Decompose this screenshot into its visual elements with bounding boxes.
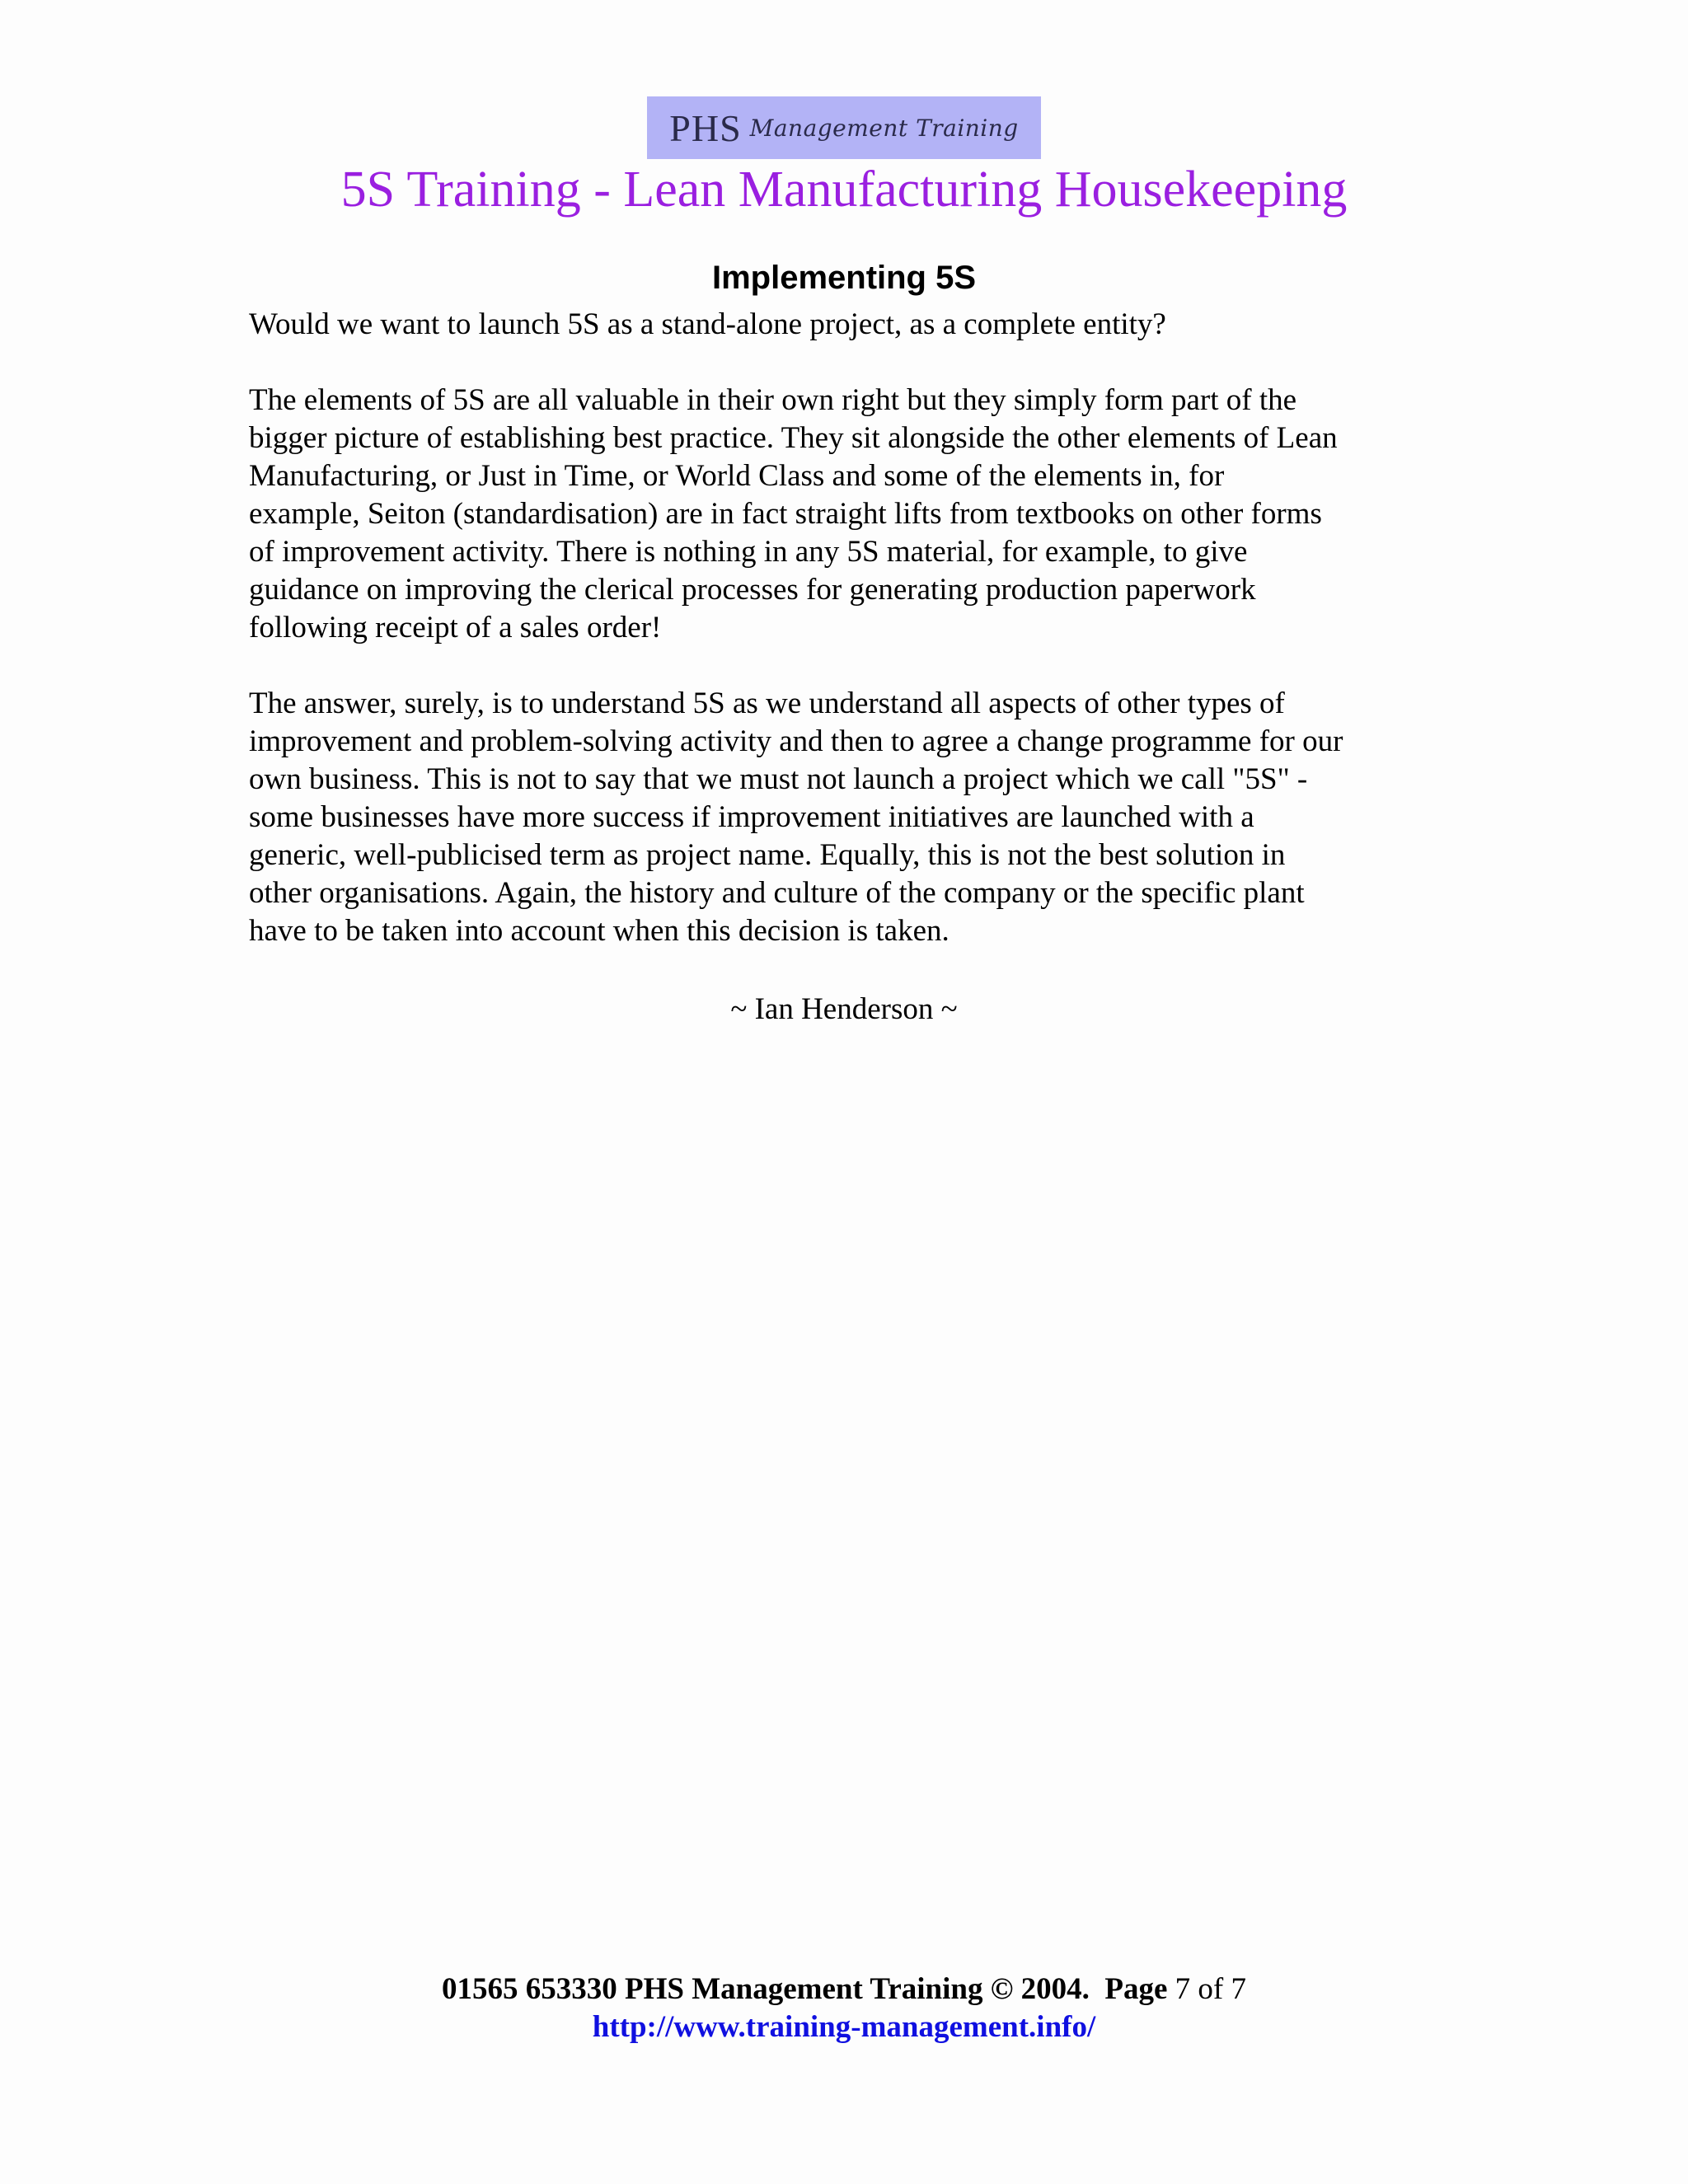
text-line: other organisations. Again, the history and culture of the company or the specific plant: [249, 876, 1305, 910]
paragraph-1: [249, 306, 1452, 344]
text-line: The elements of 5S are all valuable in their own right but they simply form part of the: [249, 383, 1297, 417]
footer-page-number: 7 of 7: [1175, 1972, 1246, 2006]
text-line: have to be taken into account when this decision is taken.: [249, 914, 950, 948]
text-line: guidance on improving the clerical processes for generating production paperwork: [249, 573, 1256, 607]
text-line: following receipt of a sales order!: [249, 611, 662, 644]
text-line: The answer, surely, is to understand 5S as we understand all aspects of other types of: [249, 687, 1285, 720]
text-line: generic, well-publicised term as project name. Equally, this is not the best solution in: [249, 838, 1286, 872]
text-line: Manufacturing, or Just in Time, or World Class and some of the elements in, for: [249, 459, 1225, 493]
text-line: of improvement activity. There is nothing in any 5S material, for example, to give: [249, 535, 1248, 569]
text-line: some businesses have more success if improvement initiatives are launched with a: [249, 800, 1254, 834]
footer-contact: 01565 653330 PHS Management Training © 2004.: [442, 1972, 1090, 2006]
paragraph-3: [249, 685, 1452, 950]
paragraph-2: [249, 382, 1452, 647]
section-heading: Implementing 5S: [711, 260, 977, 296]
article-body: [249, 306, 1452, 950]
footer-page-label: Page: [1104, 1972, 1168, 2006]
author-signature: ~ Ian Henderson ~: [730, 992, 958, 1026]
footer-website-link[interactable]: http://www.training-management.info/: [592, 2010, 1096, 2044]
phs-logo: [647, 96, 1041, 159]
page-footer: [0, 1971, 1688, 2046]
text-line: improvement and problem-solving activity and then to agree a change programme for our: [249, 724, 1343, 758]
text-line: bigger picture of establishing best practice. They sit alongside the other elements of Lean: [249, 421, 1338, 455]
text-line: Would we want to launch 5S as a stand-alone project, as a complete entity?: [249, 307, 1166, 341]
logo-tagline: Management Training: [749, 114, 1019, 142]
logo-brand: PHS: [669, 106, 742, 149]
footer-contact-line: [0, 1971, 1688, 2008]
banner-title: 5S Training - Lean Manufacturing Housekeeping: [340, 162, 1348, 218]
text-line: example, Seiton (standardisation) are in fact straight lifts from textbooks on other forms: [249, 497, 1322, 531]
text-line: own business. This is not to say that we must not launch a project which we call "5S" -: [249, 762, 1308, 796]
